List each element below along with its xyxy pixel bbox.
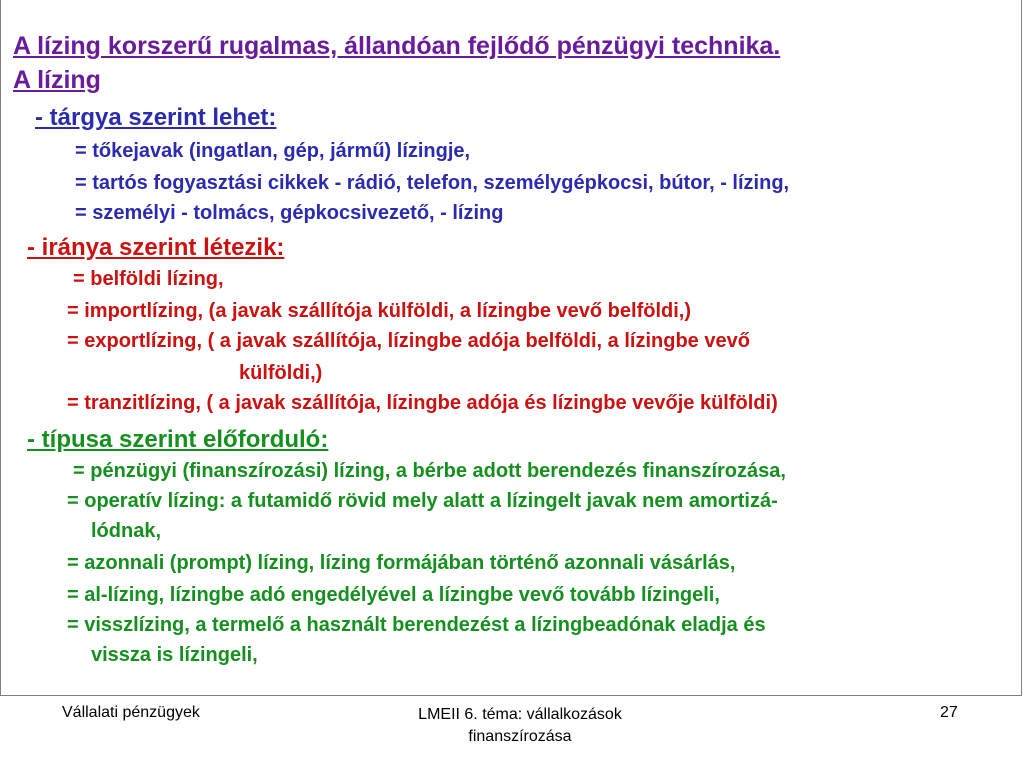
section-heading-type: - típusa szerint előforduló: — [27, 426, 329, 453]
list-item: = személyi - tolmács, gépkocsivezető, - lízing — [75, 202, 504, 224]
list-item: = exportlízing, ( a javak szállítója, lízingbe adója belföldi, a lízingbe vevő — [67, 330, 750, 352]
list-item: = belföldi lízing, — [73, 268, 224, 290]
slide-subtitle: A lízing — [13, 66, 101, 94]
footer-topic — [330, 704, 710, 748]
section-heading-object: - tárgya szerint lehet: — [35, 104, 277, 131]
footer-course-name: Vállalati pénzügyek — [62, 704, 200, 721]
slide-title: A lízing korszerű rugalmas, állandóan fejlődő pénzügyi technika. — [13, 32, 781, 60]
list-item: = tranzitlízing, ( a javak szállítója, lízingbe adója és lízingbe vevője külföldi) — [67, 392, 778, 414]
list-item-continuation: külföldi,) — [239, 362, 323, 384]
section-heading-direction: - iránya szerint létezik: — [27, 234, 285, 261]
list-item: = operatív lízing: a futamidő rövid mely alatt a lízingelt javak nem amortizá- — [67, 490, 778, 512]
list-item: = al-lízing, lízingbe adó engedélyével a lízingbe vevő tovább lízingeli, — [67, 584, 720, 606]
list-item: = tartós fogyasztási cikkek - rádió, telefon, személygépkocsi, bútor, - lízing, — [75, 172, 790, 194]
list-item: = importlízing, (a javak szállítója külföldi, a lízingbe vevő belföldi,) — [67, 300, 692, 322]
list-item-continuation: vissza is lízingeli, — [91, 644, 258, 666]
list-item: = tőkejavak (ingatlan, gép, jármű) lízingje, — [75, 140, 471, 162]
list-item: = pénzügyi (finanszírozási) lízing, a bérbe adott berendezés finanszírozása, — [73, 460, 786, 482]
list-item: = visszlízing, a termelő a használt berendezést a lízingbeadónak eladja és — [67, 614, 766, 636]
footer-topic-line2: finanszírozása — [468, 728, 572, 745]
list-item-continuation: lódnak, — [91, 520, 162, 542]
list-item: = azonnali (prompt) lízing, lízing formájában történő azonnali vásárlás, — [67, 552, 736, 574]
footer-topic-line1: LMEII 6. téma: vállalkozások — [418, 706, 622, 723]
page-number: 27 — [940, 704, 958, 721]
